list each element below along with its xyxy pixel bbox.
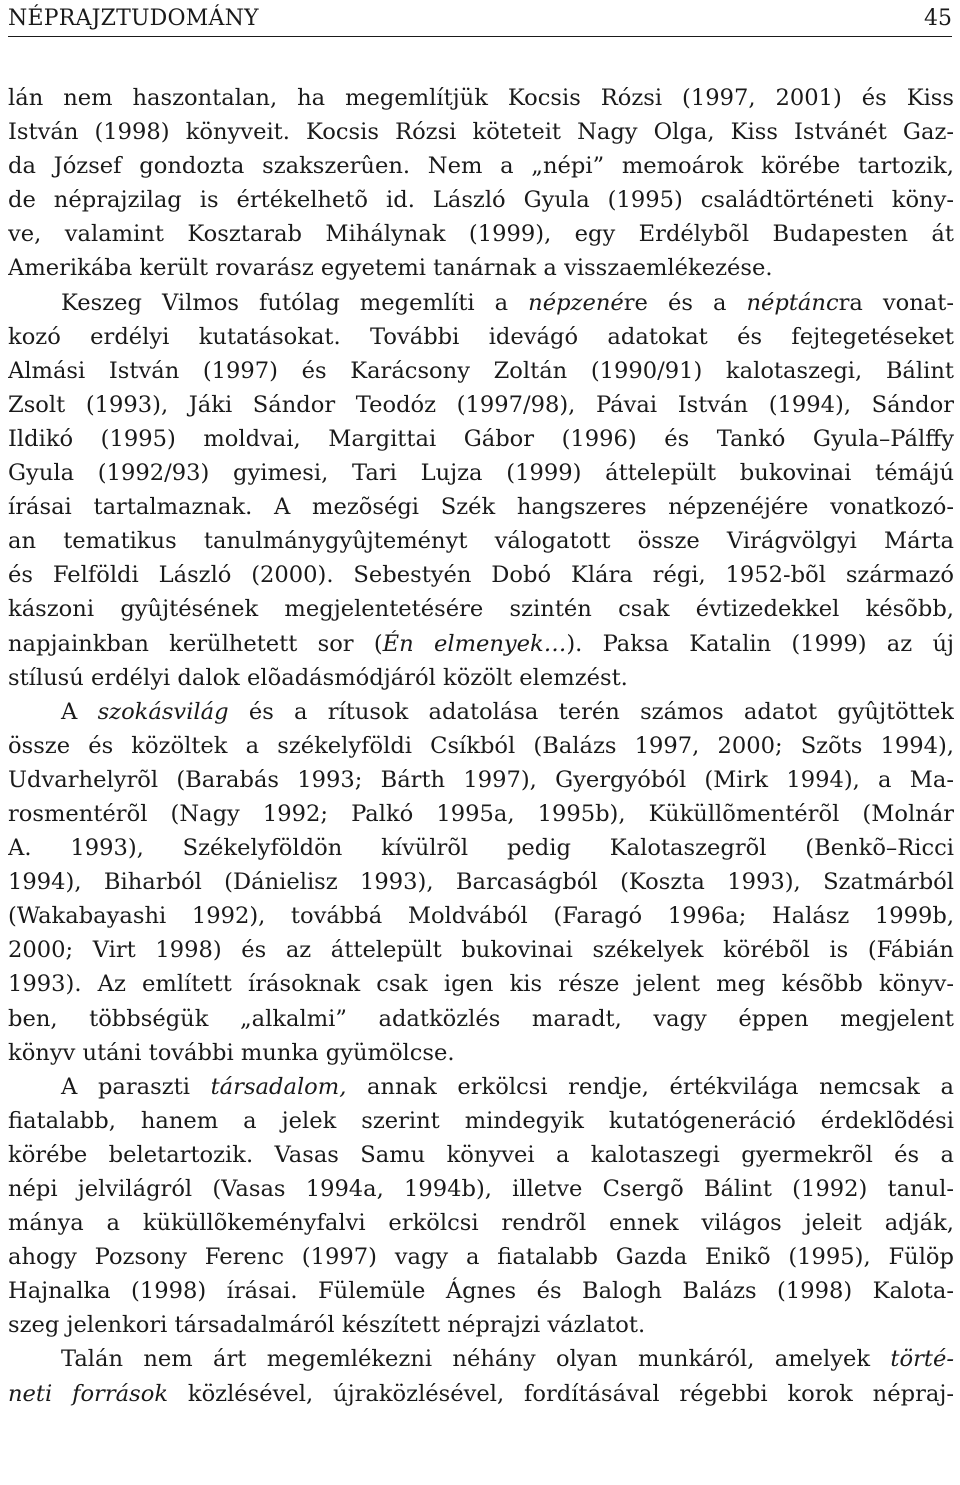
text-run: (Wakabayashi 1992), továbbá Moldvából (Faragó 1996a; Halász 1999b, <box>8 903 954 930</box>
text-run: Gyula (1992/93) gyimesi, Tari Lujza (1999) áttelepült bukovinai témájú <box>8 460 954 487</box>
text-run: Udvarhelyrõl (Barabás 1993; Bárth 1997), Gyergyóból (Mirk 1994), a Ma- <box>8 766 954 793</box>
text-line <box>8 115 954 149</box>
text-line <box>8 1240 954 1274</box>
text-run: rosmentérõl (Nagy 1992; Palkó 1995a, 1995b), Küküllõmentérõl (Molnár <box>8 800 954 827</box>
text-line <box>8 592 954 626</box>
text-line <box>8 1036 954 1070</box>
text-run: Hajnalka (1998) írásai. Fülemüle Ágnes és Balogh Balázs (1998) Kalota- <box>8 1278 954 1305</box>
text-run: könyv utáni további munka gyümölcse. <box>8 1039 455 1066</box>
italic-term: neti források <box>8 1380 169 1407</box>
text-run: A <box>61 698 98 725</box>
italic-term: törté- <box>890 1346 954 1373</box>
text-line <box>8 1138 954 1172</box>
text-line <box>8 422 954 456</box>
text-run: István (1998) könyveit. Kocsis Rózsi köteteit Nagy Olga, Kiss Istvánét Gaz- <box>8 119 954 146</box>
text-line <box>8 729 954 763</box>
text-run: és a rítusok adatolása terén számos adatot gyûjtöttek <box>228 698 954 725</box>
text-run: an tematikus tanulmánygyûjteményt válogatott össze Virágvölgyi Márta <box>8 528 954 555</box>
text-line <box>8 967 954 1001</box>
text-run: ben, többségük „alkalmi” adatközlés maradt, vagy éppen megjelent <box>8 1005 954 1032</box>
text-line <box>8 490 954 524</box>
text-line <box>8 524 954 558</box>
text-run: ). Paksa Katalin (1999) az új <box>566 630 954 657</box>
italic-term: népzené <box>528 289 624 316</box>
body-text <box>8 81 954 1411</box>
text-line <box>8 763 954 797</box>
text-run: Talán nem árt megemlékezni néhány olyan munkáról, amelyek <box>61 1346 891 1373</box>
text-line <box>8 149 954 183</box>
text-run: írásai tartalmaznak. A mezõségi Szék hangszeres népzenéjére vonatkozó- <box>8 494 954 521</box>
text-run: Zsolt (1993), Jáki Sándor Teodóz (1997/98), Pávai István (1994), Sándor <box>8 391 954 418</box>
italic-term: szokásvilág <box>97 698 229 725</box>
text-run: össze és közöltek a székelyföldi Csíkból (Balázs 1997, 2000; Szõts 1994), <box>8 732 954 759</box>
text-line <box>8 933 954 967</box>
text-run: ra vonat- <box>838 289 954 316</box>
text-run: Amerikába került rovarász egyetemi tanárnak a visszaemlékezése. <box>8 255 773 282</box>
text-line <box>8 183 954 217</box>
text-run: körébe beletartozik. Vasas Samu könyvei a kalotaszegi gyermekrõl és a <box>8 1141 954 1168</box>
journal-title: NÉPRAJZTUDOMÁNY <box>8 6 259 31</box>
text-run: A. 1993), Székelyföldön kívülrõl pedig Kalotaszegrõl (Benkõ–Ricci <box>8 835 954 862</box>
text-run: 2000; Virt 1998) és az áttelepült bukovinai székelyek körébõl is (Fábián <box>8 937 954 964</box>
text-line <box>8 661 954 695</box>
italic-term: társadalom, <box>210 1073 347 1100</box>
text-line <box>8 456 954 490</box>
text-run: kászoni gyûjtésének megjelentetésére szintén csak évtizedekkel késõbb, <box>8 596 954 623</box>
italic-term: Én elmenyek… <box>382 630 567 657</box>
text-run: A paraszti <box>61 1073 211 1100</box>
text-run: annak erkölcsi rendje, értékvilága nemcsak a <box>346 1073 954 1100</box>
text-run: fiatalabb, hanem a jelek szerint mindegyik kutatógeneráció érdeklõdési <box>8 1107 954 1134</box>
text-line <box>8 1172 954 1206</box>
text-run: Keszeg Vilmos futólag megemlíti a <box>61 289 529 316</box>
text-line <box>8 286 954 320</box>
text-run: 1994), Biharból (Dánielisz 1993), Barcaságból (Koszta 1993), Szatmárból <box>8 869 954 896</box>
text-line <box>8 217 954 251</box>
italic-term: néptánc <box>746 289 839 316</box>
text-line <box>8 388 954 422</box>
text-line <box>8 1104 954 1138</box>
text-line <box>8 1274 954 1308</box>
text-run: de néprajzilag is értékelhetõ id. László Gyula (1995) családtörténeti köny- <box>8 187 954 214</box>
page-number: 45 <box>924 6 952 31</box>
text-run: szeg jelenkori társadalmáról készített néprajzi vázlatot. <box>8 1312 646 1339</box>
text-line <box>8 627 954 661</box>
text-line <box>8 81 954 115</box>
text-run: da József gondozta szakszerûen. Nem a „népi” memoárok körébe tartozik, <box>8 153 954 180</box>
text-line <box>8 831 954 865</box>
text-line <box>8 251 954 285</box>
text-run: és Felföldi László (2000). Sebestyén Dobó Klára régi, 1952-bõl származó <box>8 562 954 589</box>
text-run: Almási István (1997) és Karácsony Zoltán (1990/91) kalotaszegi, Bálint <box>8 357 954 384</box>
text-run: mánya a küküllõkeményfalvi erkölcsi rendrõl ennek világos jeleit adják, <box>8 1210 954 1237</box>
text-line <box>8 797 954 831</box>
text-line <box>8 320 954 354</box>
text-run: napjainkban kerülhetett sor ( <box>8 630 383 657</box>
text-line <box>8 1308 954 1342</box>
text-line <box>8 354 954 388</box>
text-line <box>8 558 954 592</box>
text-run: közlésével, újraközlésével, fordításával régebbi korok népraj- <box>168 1380 954 1407</box>
text-run: ve, valamint Kosztarab Mihálynak (1999), egy Erdélybõl Budapesten át <box>8 221 954 248</box>
text-line <box>8 1002 954 1036</box>
text-line <box>8 865 954 899</box>
text-line <box>8 1206 954 1240</box>
running-head <box>8 2 952 37</box>
text-line <box>8 899 954 933</box>
text-line <box>8 1070 954 1104</box>
text-run: lán nem haszontalan, ha megemlítjük Kocsis Rózsi (1997, 2001) és Kiss <box>8 85 954 111</box>
text-run: re és a <box>623 289 747 316</box>
text-run: ahogy Pozsony Ferenc (1997) vagy a fiatalabb Gazda Enikõ (1995), Fülöp <box>8 1244 954 1271</box>
text-line <box>8 1342 954 1376</box>
text-run: népi jelvilágról (Vasas 1994a, 1994b), illetve Csergõ Bálint (1992) tanul- <box>8 1176 954 1202</box>
text-run: stílusú erdélyi dalok elõadásmódjáról közölt elemzést. <box>8 664 628 691</box>
text-line <box>8 1377 954 1411</box>
text-run: Ildikó (1995) moldvai, Margittai Gábor (1996) és Tankó Gyula–Pálffy <box>8 425 954 452</box>
text-run: kozó erdélyi kutatásokat. További idevágó adatokat és fejtegetéseket <box>8 323 954 350</box>
text-line <box>8 695 954 729</box>
text-run: 1993). Az említett írásoknak csak igen kis része jelent meg késõbb könyv- <box>8 971 954 998</box>
